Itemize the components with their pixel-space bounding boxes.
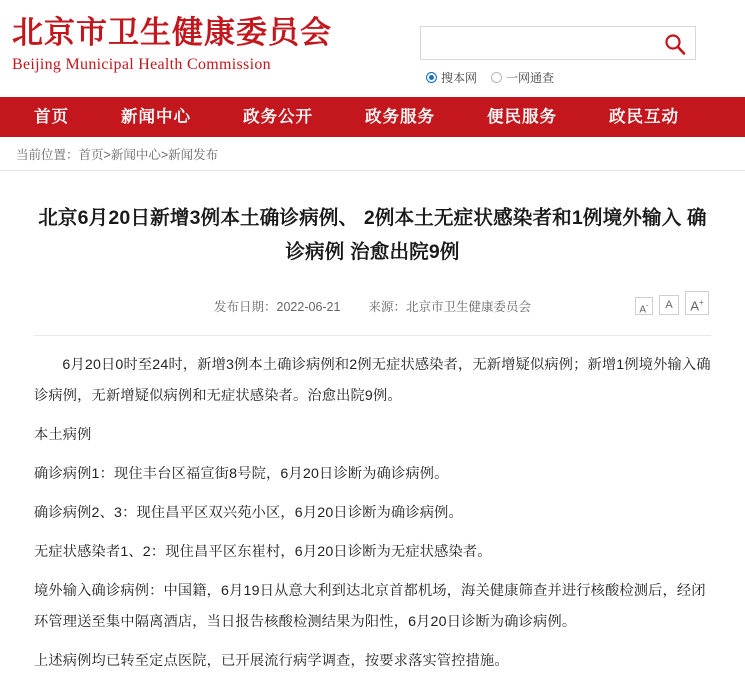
main-nav bbox=[0, 97, 745, 137]
article-paragraph: 确诊病例2、3：现住昌平区双兴苑小区，6月20日诊断为确诊病例。 bbox=[34, 505, 463, 521]
font-increase-button[interactable]: A+ bbox=[685, 291, 709, 315]
publish-date: 发布日期：2022-06-21 bbox=[214, 300, 341, 314]
article-paragraph: 境外输入确诊病例：中国籍，6月19日从意大利到达北京首都机场，海关健康筛查并进行核酸检测后，经闭环管理送至集中隔离酒店，当日报告核酸检测结果为阳性，6月20日诊断为确诊病例。 bbox=[34, 583, 706, 630]
article-paragraph: 6月20日0时至24时，新增3例本土确诊病例和2例无症状感染者，无新增疑似病例；新增1例境外输入确诊病例，无新增疑似病例和无症状感染者。治愈出院9例。 bbox=[34, 357, 711, 404]
nav-item-public-services[interactable]: 便民服务 bbox=[487, 108, 557, 126]
breadcrumb-item-home[interactable]: 首页 bbox=[78, 147, 104, 162]
radio-unchecked-icon[interactable] bbox=[491, 72, 502, 83]
logo-title-cn: 北京市卫生健康委员会 bbox=[12, 15, 332, 50]
search-input[interactable] bbox=[421, 27, 651, 59]
font-decrease-button[interactable]: A- bbox=[635, 297, 653, 315]
nav-item-news[interactable]: 新闻中心 bbox=[121, 108, 191, 126]
search-box[interactable] bbox=[420, 26, 696, 60]
article-meta bbox=[34, 291, 711, 321]
breadcrumb-separator-1: > bbox=[103, 147, 111, 162]
search-scope-network[interactable] bbox=[491, 69, 554, 86]
font-size-controls bbox=[635, 291, 709, 315]
search-scope-network-label: 一网通查 bbox=[506, 71, 555, 85]
nav-item-gov-disclosure[interactable]: 政务公开 bbox=[243, 108, 313, 126]
radio-checked-icon[interactable] bbox=[426, 72, 437, 83]
logo-title-en: Beijing Municipal Health Commission bbox=[12, 56, 271, 73]
font-default-button[interactable]: A bbox=[659, 295, 679, 315]
search-area bbox=[420, 26, 710, 86]
breadcrumb-item-news[interactable]: 新闻中心 bbox=[110, 147, 161, 162]
breadcrumb-prefix: 当前位置： bbox=[16, 147, 79, 162]
page-title: 北京6月20日新增3例本土确诊病例、 2例本土无症状感染者和1例境外输入 确诊病例 治愈出院9例 bbox=[38, 207, 707, 263]
article-source: 来源：北京市卫生健康委员会 bbox=[368, 300, 531, 314]
nav-item-home[interactable]: 首页 bbox=[34, 108, 69, 126]
breadcrumb-item-release[interactable]: 新闻发布 bbox=[168, 147, 219, 162]
nav-item-interaction[interactable]: 政民互动 bbox=[609, 108, 679, 126]
search-scope-options bbox=[420, 69, 710, 86]
site-logo[interactable] bbox=[12, 14, 332, 76]
article-paragraph: 本土病例 bbox=[34, 427, 92, 443]
site-header bbox=[0, 0, 745, 97]
article-paragraph: 上述病例均已转至定点医院，已开展流行病学调查，按要求落实管控措施。 bbox=[34, 653, 509, 669]
breadcrumb-separator-2: > bbox=[160, 147, 169, 162]
article-body bbox=[34, 336, 711, 677]
search-icon[interactable] bbox=[663, 31, 689, 57]
article bbox=[0, 201, 745, 677]
breadcrumb-text bbox=[16, 145, 218, 163]
article-paragraph: 无症状感染者1、2：现住昌平区东崔村，6月20日诊断为无症状感染者。 bbox=[34, 544, 492, 560]
search-scope-local[interactable] bbox=[426, 69, 477, 86]
search-scope-local-label: 搜本网 bbox=[441, 71, 478, 85]
breadcrumb bbox=[0, 137, 745, 171]
article-paragraph: 确诊病例1：现住丰台区福宣街8号院，6月20日诊断为确诊病例。 bbox=[34, 466, 449, 482]
nav-item-gov-services[interactable]: 政务服务 bbox=[365, 108, 435, 126]
